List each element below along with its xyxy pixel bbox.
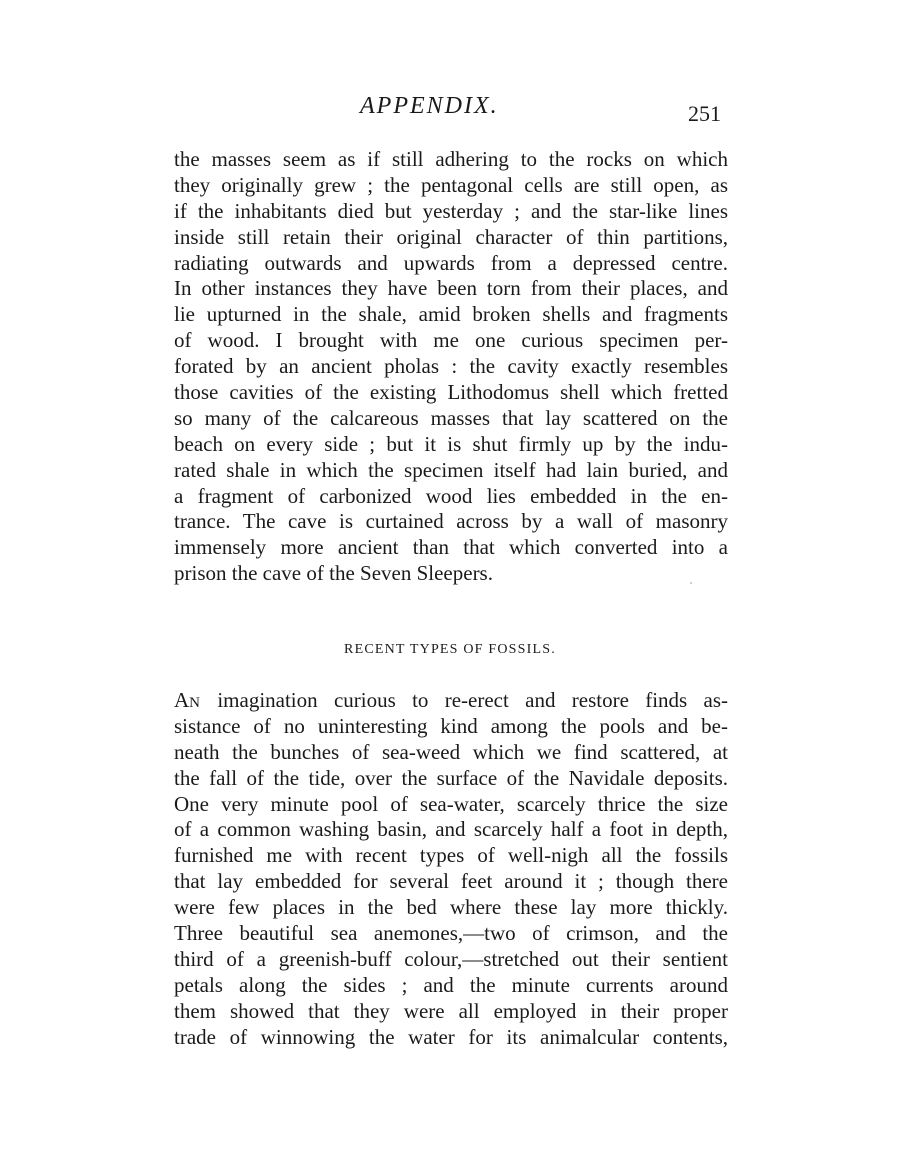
text-line: neath the bunches of sea-weed which we find scattered, at [174,739,728,764]
first-line-rest: imagination curious to re-erect and restore finds as- [201,688,728,712]
running-title: APPENDIX. [360,93,499,119]
text-line: trance. The cave is curtained across by a wall of masonry [174,509,728,534]
text-line: furnished me with recent types of well-nigh all the fossils [174,843,728,868]
text-line: a fragment of carbonized wood lies embedded in the en- [174,483,728,508]
text-line: them showed that they were all employed in their proper [174,998,728,1023]
text-line: they originally grew ; the pentagonal cells are still open, as [174,172,728,197]
text-line: of a common washing basin, and scarcely half a foot in depth, [174,817,728,842]
text-line: of wood. I brought with me one curious specimen per- [174,328,728,353]
paragraph-two [174,688,728,1050]
page-number: 251 [688,101,721,126]
text-line: third of a greenish-buff colour,—stretched out their sentient [174,946,728,971]
text-line: sistance of no uninteresting kind among the pools and be- [174,713,728,738]
paragraph-one [174,147,728,587]
text-line: inside still retain their original character of thin partitions, [174,224,728,249]
text-line: those cavities of the existing Lithodomus shell which fretted [174,380,728,405]
text-line: Three beautiful sea anemones,—two of crimson, and the [174,921,728,946]
text-line-first [174,688,728,714]
text-line: immensely more ancient than that which converted into a [174,535,728,560]
text-line: if the inhabitants died but yesterday ; and the star-like lines [174,198,728,223]
text-line: trade of winnowing the water for its animalcular contents, [174,1024,728,1049]
text-line: so many of the calcareous masses that lay scattered on the [174,405,728,430]
lead-capital: A [174,688,190,712]
text-line: rated shale in which the specimen itself had lain buried, and [174,457,728,482]
lead-small-caps: N [189,695,202,711]
text-line: were few places in the bed where these lay more thickly. [174,895,728,920]
section-heading: RECENT TYPES OF FOSSILS. [344,642,556,657]
text-line: prison the cave of the Seven Sleepers. [174,561,493,586]
text-line: the masses seem as if still adhering to the rocks on which [174,147,728,171]
text-line: In other instances they have been torn from their places, and [174,276,728,301]
running-head [0,93,900,133]
text-line: petals along the sides ; and the minute currents around [174,972,728,997]
text-line: forated by an ancient pholas : the cavity exactly resembles [174,354,728,379]
text-line: lie upturned in the shale, amid broken shells and fragments [174,302,728,327]
text-line: One very minute pool of sea-water, scarcely thrice the size [174,791,728,816]
text-line: that lay embedded for several feet around it ; though there [174,869,728,894]
text-line: radiating outwards and upwards from a depressed centre. [174,250,728,275]
text-line: beach on every side ; but it is shut firmly up by the indu- [174,431,728,456]
text-line: the fall of the tide, over the surface of the Navidale deposits. [174,765,728,790]
paper-speck [690,582,692,584]
